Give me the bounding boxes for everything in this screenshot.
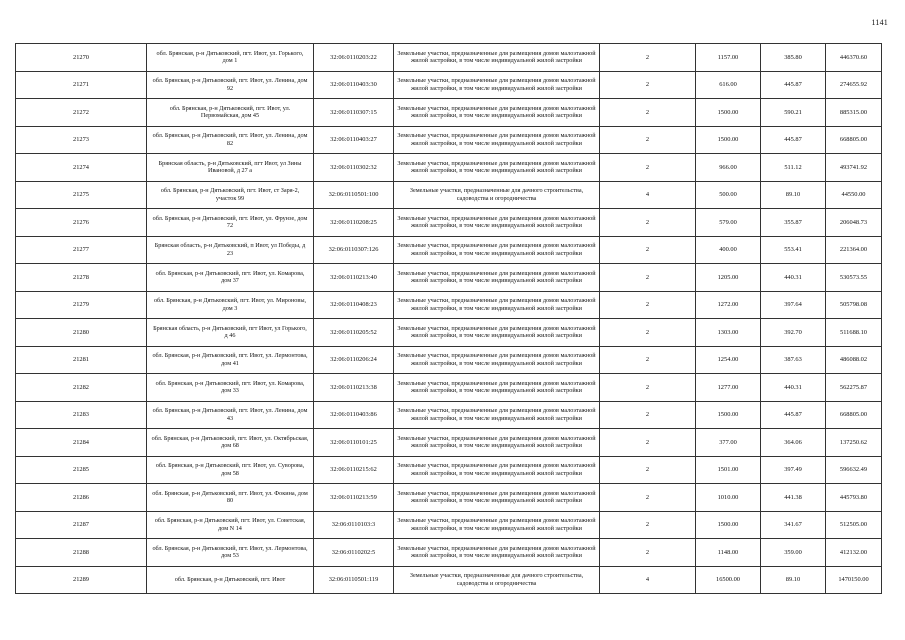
address-cell: Брянская область, р-н Дятьковский, п Ивот, ул Победы, д 23 xyxy=(147,236,314,264)
row-number-cell: 21280 xyxy=(16,319,147,347)
table-row xyxy=(16,154,882,182)
table-row xyxy=(16,319,882,347)
cadastral-value-cell: 44550.00 xyxy=(826,181,882,209)
table-row xyxy=(16,429,882,457)
cadastral-value-cell: 493741.92 xyxy=(826,154,882,182)
table-row xyxy=(16,401,882,429)
cadastral-value-cell: 274655.92 xyxy=(826,71,882,99)
group-cell: 2 xyxy=(600,346,696,374)
page-number: 1141 xyxy=(871,18,888,27)
group-cell: 2 xyxy=(600,511,696,539)
area-cell: 1010.00 xyxy=(696,484,761,512)
address-cell: обл. Брянская, р-н Дятьковский, пгт. Ивот, ул. Комарова, дом 33 xyxy=(147,374,314,402)
area-cell: 1148.00 xyxy=(696,539,761,567)
address-cell: обл. Брянская, р-н Дятьковский, пгт. Ивот, ул. Советская, дом N 14 xyxy=(147,511,314,539)
group-cell: 2 xyxy=(600,126,696,154)
land-use-cell: Земельные участки, предназначенные для размещения домов малоэтажной жилой застройки, в том числе индивидуальной жилой застройки xyxy=(394,484,600,512)
group-cell: 2 xyxy=(600,456,696,484)
area-cell: 616.00 xyxy=(696,71,761,99)
area-cell: 1500.00 xyxy=(696,401,761,429)
cadastral-value-cell: 562275.87 xyxy=(826,374,882,402)
address-cell: обл. Брянская, р-н Дятьковский, пгт. Ивот, ул. Комарова, дом 37 xyxy=(147,264,314,292)
table-row xyxy=(16,456,882,484)
specific-value-cell: 387.63 xyxy=(761,346,826,374)
cadastral-value-cell: 668805.00 xyxy=(826,401,882,429)
table-row xyxy=(16,126,882,154)
group-cell: 2 xyxy=(600,209,696,237)
specific-value-cell: 89.10 xyxy=(761,181,826,209)
area-cell: 1157.00 xyxy=(696,44,761,72)
specific-value-cell: 359.00 xyxy=(761,539,826,567)
row-number-cell: 21270 xyxy=(16,44,147,72)
land-use-cell: Земельные участки, предназначенные для размещения домов малоэтажной жилой застройки, в том числе индивидуальной жилой застройки xyxy=(394,99,600,127)
address-cell: обл. Брянская, р-н Дятьковский, пгт. Ивот, ул. Фрунзе, дом 72 xyxy=(147,209,314,237)
cadastral-number-cell: 32:06:0110205:52 xyxy=(314,319,394,347)
table-row xyxy=(16,236,882,264)
land-use-cell: Земельные участки, предназначенные для размещения домов малоэтажной жилой застройки, в том числе индивидуальной жилой застройки xyxy=(394,236,600,264)
cadastral-number-cell: 32:06:0110213:40 xyxy=(314,264,394,292)
cadastral-value-cell: 668805.00 xyxy=(826,126,882,154)
row-number-cell: 21272 xyxy=(16,99,147,127)
group-cell: 2 xyxy=(600,154,696,182)
group-cell: 2 xyxy=(600,71,696,99)
cadastral-value-table xyxy=(15,43,882,594)
area-cell: 1500.00 xyxy=(696,511,761,539)
row-number-cell: 21275 xyxy=(16,181,147,209)
address-cell: обл. Брянская, р-н Дятьковский, пгт. Ивот, ул. Горького, дом 1 xyxy=(147,44,314,72)
group-cell: 2 xyxy=(600,291,696,319)
cadastral-number-cell: 32:06:0110213:59 xyxy=(314,484,394,512)
land-use-cell: Земельные участки, предназначенные для размещения домов малоэтажной жилой застройки, в том числе индивидуальной жилой застройки xyxy=(394,154,600,182)
table-row xyxy=(16,539,882,567)
table-row xyxy=(16,484,882,512)
row-number-cell: 21283 xyxy=(16,401,147,429)
land-use-cell: Земельные участки, предназначенные для размещения домов малоэтажной жилой застройки, в том числе индивидуальной жилой застройки xyxy=(394,401,600,429)
cadastral-number-cell: 32:06:0110501:119 xyxy=(314,566,394,594)
land-use-cell: Земельные участки, предназначенные для размещения домов малоэтажной жилой застройки, в том числе индивидуальной жилой застройки xyxy=(394,126,600,154)
row-number-cell: 21286 xyxy=(16,484,147,512)
area-cell: 1501.00 xyxy=(696,456,761,484)
area-cell: 1272.00 xyxy=(696,291,761,319)
row-number-cell: 21289 xyxy=(16,566,147,594)
area-cell: 1500.00 xyxy=(696,99,761,127)
address-cell: обл. Брянская, р-н Дятьковский, пгт. Ивот, ул. Ленина, дом 43 xyxy=(147,401,314,429)
cadastral-number-cell: 32:06:0110203:22 xyxy=(314,44,394,72)
specific-value-cell: 385.80 xyxy=(761,44,826,72)
cadastral-value-cell: 1470150.00 xyxy=(826,566,882,594)
cadastral-number-cell: 32:06:0110307:126 xyxy=(314,236,394,264)
area-cell: 400.00 xyxy=(696,236,761,264)
group-cell: 2 xyxy=(600,319,696,347)
land-use-cell: Земельные участки, предназначенные для размещения домов малоэтажной жилой застройки, в том числе индивидуальной жилой застройки xyxy=(394,456,600,484)
table-row xyxy=(16,44,882,72)
cadastral-value-cell: 885315.00 xyxy=(826,99,882,127)
table-row xyxy=(16,374,882,402)
cadastral-number-cell: 32:06:0110403:27 xyxy=(314,126,394,154)
area-cell: 1277.00 xyxy=(696,374,761,402)
area-cell: 579.00 xyxy=(696,209,761,237)
specific-value-cell: 445.87 xyxy=(761,401,826,429)
table-row xyxy=(16,291,882,319)
specific-value-cell: 590.21 xyxy=(761,99,826,127)
group-cell: 2 xyxy=(600,44,696,72)
specific-value-cell: 440.31 xyxy=(761,374,826,402)
specific-value-cell: 441.38 xyxy=(761,484,826,512)
group-cell: 2 xyxy=(600,539,696,567)
land-use-cell: Земельные участки, предназначенные для размещения домов малоэтажной жилой застройки, в том числе индивидуальной жилой застройки xyxy=(394,346,600,374)
cadastral-value-cell: 596632.49 xyxy=(826,456,882,484)
row-number-cell: 21276 xyxy=(16,209,147,237)
cadastral-number-cell: 32:06:0110215:62 xyxy=(314,456,394,484)
row-number-cell: 21288 xyxy=(16,539,147,567)
table-body xyxy=(16,44,882,594)
group-cell: 2 xyxy=(600,264,696,292)
table-row xyxy=(16,71,882,99)
row-number-cell: 21281 xyxy=(16,346,147,374)
cadastral-value-cell: 512505.00 xyxy=(826,511,882,539)
cadastral-value-cell: 412132.00 xyxy=(826,539,882,567)
address-cell: обл. Брянская, р-н Дятьковский, пгт. Ивот, ул. Мироновы, дом 3 xyxy=(147,291,314,319)
address-cell: Брянская область, р-н Дятьковский, пгт Ивот, ул Зины Ивановой, д 27 а xyxy=(147,154,314,182)
row-number-cell: 21278 xyxy=(16,264,147,292)
group-cell: 2 xyxy=(600,99,696,127)
cadastral-value-cell: 486088.02 xyxy=(826,346,882,374)
group-cell: 2 xyxy=(600,374,696,402)
cadastral-number-cell: 32:06:0110208:25 xyxy=(314,209,394,237)
table-row xyxy=(16,566,882,594)
land-use-cell: Земельные участки, предназначенные для дачного строительства, садоводства и огородничества xyxy=(394,181,600,209)
address-cell: обл. Брянская, р-н Дятьковский, пгт. Ивот, ул. Ленина, дом 92 xyxy=(147,71,314,99)
row-number-cell: 21277 xyxy=(16,236,147,264)
land-use-cell: Земельные участки, предназначенные для дачного строительства, садоводства и огородничества xyxy=(394,566,600,594)
specific-value-cell: 355.87 xyxy=(761,209,826,237)
cadastral-number-cell: 32:06:0110307:15 xyxy=(314,99,394,127)
group-cell: 2 xyxy=(600,236,696,264)
group-cell: 2 xyxy=(600,484,696,512)
specific-value-cell: 89.10 xyxy=(761,566,826,594)
specific-value-cell: 553.41 xyxy=(761,236,826,264)
cadastral-value-cell: 445793.80 xyxy=(826,484,882,512)
land-use-cell: Земельные участки, предназначенные для размещения домов малоэтажной жилой застройки, в том числе индивидуальной жилой застройки xyxy=(394,511,600,539)
specific-value-cell: 445.87 xyxy=(761,126,826,154)
row-number-cell: 21279 xyxy=(16,291,147,319)
land-use-cell: Земельные участки, предназначенные для размещения домов малоэтажной жилой застройки, в том числе индивидуальной жилой застройки xyxy=(394,539,600,567)
area-cell: 500.00 xyxy=(696,181,761,209)
table-row xyxy=(16,181,882,209)
cadastral-value-cell: 446370.60 xyxy=(826,44,882,72)
land-use-cell: Земельные участки, предназначенные для размещения домов малоэтажной жилой застройки, в том числе индивидуальной жилой застройки xyxy=(394,319,600,347)
table-row xyxy=(16,264,882,292)
address-cell: обл. Брянская, р-н Дятьковский, пгт. Ивот, ст Заря-2, участок 99 xyxy=(147,181,314,209)
area-cell: 966.00 xyxy=(696,154,761,182)
cadastral-number-cell: 32:06:0110206:24 xyxy=(314,346,394,374)
cadastral-number-cell: 32:06:0110101:25 xyxy=(314,429,394,457)
cadastral-number-cell: 32:06:0110302:32 xyxy=(314,154,394,182)
table-row xyxy=(16,99,882,127)
group-cell: 4 xyxy=(600,566,696,594)
address-cell: обл. Брянская, р-н Дятьковский, пгт. Ивот, ул. Лермонтова, дом 53 xyxy=(147,539,314,567)
table-row xyxy=(16,209,882,237)
specific-value-cell: 392.70 xyxy=(761,319,826,347)
cadastral-number-cell: 32:06:0110403:86 xyxy=(314,401,394,429)
group-cell: 2 xyxy=(600,429,696,457)
land-use-cell: Земельные участки, предназначенные для размещения домов малоэтажной жилой застройки, в том числе индивидуальной жилой застройки xyxy=(394,71,600,99)
cadastral-value-cell: 530573.55 xyxy=(826,264,882,292)
specific-value-cell: 440.31 xyxy=(761,264,826,292)
cadastral-value-cell: 206048.73 xyxy=(826,209,882,237)
cadastral-number-cell: 32:06:0110103:3 xyxy=(314,511,394,539)
group-cell: 2 xyxy=(600,401,696,429)
cadastral-value-cell: 221364.00 xyxy=(826,236,882,264)
cadastral-number-cell: 32:06:0110213:38 xyxy=(314,374,394,402)
area-cell: 1205.00 xyxy=(696,264,761,292)
cadastral-value-cell: 137250.62 xyxy=(826,429,882,457)
address-cell: обл. Брянская, р-н Дятьковский, пгт. Ивот, ул. Ленина, дом 82 xyxy=(147,126,314,154)
address-cell: обл. Брянская, р-н Дятьковский, пгт. Ивот, ул. Фокина, дом 80 xyxy=(147,484,314,512)
address-cell: Брянская область, р-н Дятьковский, пгт Ивот, ул Горького, д 46 xyxy=(147,319,314,347)
land-use-cell: Земельные участки, предназначенные для размещения домов малоэтажной жилой застройки, в том числе индивидуальной жилой застройки xyxy=(394,264,600,292)
area-cell: 1303.00 xyxy=(696,319,761,347)
cadastral-value-cell: 511688.10 xyxy=(826,319,882,347)
land-use-cell: Земельные участки, предназначенные для размещения домов малоэтажной жилой застройки, в том числе индивидуальной жилой застройки xyxy=(394,44,600,72)
address-cell: обл. Брянская, р-н Дятьковский, пгт. Ивот xyxy=(147,566,314,594)
address-cell: обл. Брянская, р-н Дятьковский, пгт. Ивот, ул. Первомайская, дом 45 xyxy=(147,99,314,127)
specific-value-cell: 445.87 xyxy=(761,71,826,99)
cadastral-number-cell: 32:06:0110202:5 xyxy=(314,539,394,567)
land-use-cell: Земельные участки, предназначенные для размещения домов малоэтажной жилой застройки, в том числе индивидуальной жилой застройки xyxy=(394,291,600,319)
cadastral-number-cell: 32:06:0110403:30 xyxy=(314,71,394,99)
cadastral-value-cell: 505798.08 xyxy=(826,291,882,319)
cadastral-number-cell: 32:06:0110408:23 xyxy=(314,291,394,319)
specific-value-cell: 397.64 xyxy=(761,291,826,319)
row-number-cell: 21284 xyxy=(16,429,147,457)
land-use-cell: Земельные участки, предназначенные для размещения домов малоэтажной жилой застройки, в том числе индивидуальной жилой застройки xyxy=(394,374,600,402)
land-use-cell: Земельные участки, предназначенные для размещения домов малоэтажной жилой застройки, в том числе индивидуальной жилой застройки xyxy=(394,209,600,237)
table-row xyxy=(16,346,882,374)
specific-value-cell: 341.67 xyxy=(761,511,826,539)
specific-value-cell: 397.49 xyxy=(761,456,826,484)
row-number-cell: 21274 xyxy=(16,154,147,182)
group-cell: 4 xyxy=(600,181,696,209)
row-number-cell: 21287 xyxy=(16,511,147,539)
address-cell: обл. Брянская, р-н Дятьковский, пгт. Ивот, ул. Октябрьская, дом 68 xyxy=(147,429,314,457)
cadastral-number-cell: 32:06:0110501:100 xyxy=(314,181,394,209)
row-number-cell: 21271 xyxy=(16,71,147,99)
row-number-cell: 21282 xyxy=(16,374,147,402)
specific-value-cell: 511.12 xyxy=(761,154,826,182)
specific-value-cell: 364.06 xyxy=(761,429,826,457)
area-cell: 16500.00 xyxy=(696,566,761,594)
area-cell: 377.00 xyxy=(696,429,761,457)
area-cell: 1500.00 xyxy=(696,126,761,154)
row-number-cell: 21285 xyxy=(16,456,147,484)
row-number-cell: 21273 xyxy=(16,126,147,154)
address-cell: обл. Брянская, р-н Дятьковский, пгт. Ивот, ул. Суворова, дом 58 xyxy=(147,456,314,484)
address-cell: обл. Брянская, р-н Дятьковский, пгт. Ивот, ул. Лермонтова, дом 41 xyxy=(147,346,314,374)
area-cell: 1254.00 xyxy=(696,346,761,374)
table-row xyxy=(16,511,882,539)
land-use-cell: Земельные участки, предназначенные для размещения домов малоэтажной жилой застройки, в том числе индивидуальной жилой застройки xyxy=(394,429,600,457)
